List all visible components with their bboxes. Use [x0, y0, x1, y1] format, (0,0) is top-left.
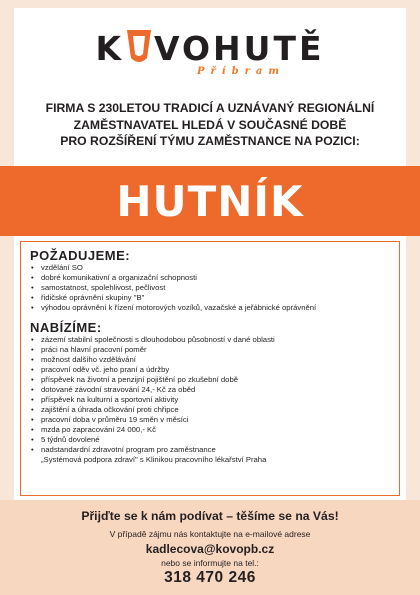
contact-footer	[0, 500, 420, 595]
details-box	[20, 241, 400, 496]
position-banner	[0, 166, 420, 236]
call-to-action: Přijďte se k nám podívat – těšíme se na Vás!	[81, 509, 339, 523]
list-item: • pracovní doba v průměru 19 směn v měsíci	[30, 415, 391, 425]
contact-line: V případě zájmu nás kontaktujte na e-mailové adrese	[109, 529, 311, 539]
list-item: • pracovní oděv vč. jeho praní a údržby	[30, 365, 391, 375]
company-logo	[14, 22, 406, 92]
intro-line: ZAMĚSTNAVATEL HLEDÁ V SOUČASNÉ DOBĚ	[73, 117, 347, 132]
list-item: • samostatnost, spolehlivost, pečlivost	[30, 283, 391, 293]
list-item: • mzda po zapracování 24 000,- Kč	[30, 425, 391, 435]
intro-headline	[14, 100, 406, 150]
requirements-title: POŽADUJEME:	[30, 248, 131, 263]
list-item: • nadstandardní zdravotní program pro zaměstnance	[30, 445, 391, 455]
list-item: • zajištění a úhrada očkování proti chřipce	[30, 405, 391, 415]
crucible-icon	[124, 26, 154, 66]
list-item: • práci na hlavní pracovní poměr	[30, 345, 391, 355]
logo-wordmark: K VOHUTĚ	[14, 32, 406, 66]
contact-phone[interactable]: 318 470 246	[164, 569, 256, 586]
offer-list	[30, 335, 391, 465]
offer-title: NABÍZÍME:	[30, 320, 102, 335]
list-item: • příspěvek na životní a penzijní pojištění po zkušební době	[30, 375, 391, 385]
list-item-continuation: „Systémová podpora zdraví" s Klinikou pracovního lékařství Praha	[41, 455, 267, 464]
list-item: • dotované závodní stravování 24,- Kč za oběd	[30, 385, 391, 395]
list-item: • zázemí stabilní společnosti s dlouhodobou působností v dané oblasti	[30, 335, 391, 345]
requirements-list	[30, 263, 391, 313]
list-item: • příspěvek na kulturní a sportovní aktivity	[30, 395, 391, 405]
list-item: • výhodou oprávnění k řízení motorových vozíků, vazačské a jeřábnické oprávnění	[30, 303, 391, 313]
list-item: • vzdělání SO	[30, 263, 391, 273]
position-title: HUTNÍK	[116, 176, 304, 226]
list-item: • 5 týdnů dovolené	[30, 435, 391, 445]
intro-line: PRO ROZŠÍŘENÍ TÝMU ZAMĚSTNANCE NA POZICI:	[60, 134, 360, 148]
list-item: • řidičské oprávnění skupiny "B"	[30, 293, 391, 303]
list-item: • dobré komunikativní a organizační schopnosti	[30, 273, 391, 283]
contact-email[interactable]: kadlecova@kovopb.cz	[145, 542, 275, 556]
poster-sheet	[14, 8, 406, 587]
phone-line: nebo se informujte na tel.:	[161, 558, 259, 568]
intro-line: FIRMA S 230LETOU TRADICÍ A UZNÁVANÝ REGIONÁLNÍ	[45, 101, 375, 115]
list-item: • možnost dalšího vzdělávání	[30, 355, 391, 365]
logo-subtitle: Příbram	[197, 66, 285, 77]
